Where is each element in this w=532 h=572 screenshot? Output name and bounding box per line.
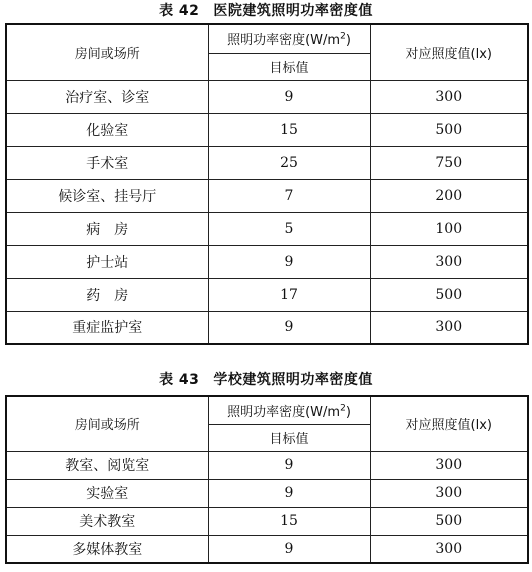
cell-lux: 300 [370,451,528,479]
table-42-caption [0,2,532,20]
cell-room: 治疗室、诊室 [6,80,208,113]
cell-room: 化验室 [6,113,208,146]
header-lpd [208,24,370,53]
header-lpd [208,396,370,424]
header-illuminance: 对应照度值(lx) [370,396,528,451]
table-43 [5,395,529,564]
table-row [6,113,528,146]
header-lpd-sup: 2 [340,403,346,414]
table-row [6,245,528,278]
table-43-number: 表 43 [159,372,200,388]
table-row [6,80,528,113]
cell-target: 9 [208,80,370,113]
cell-target: 15 [208,113,370,146]
cell-target: 7 [208,179,370,212]
cell-room: 重症监护室 [6,311,208,344]
header-lpd-suffix: ) [345,33,351,49]
table-43-header-row-1 [6,396,528,424]
header-lpd-sup: 2 [340,31,346,42]
cell-lux: 300 [370,311,528,344]
header-lpd-suffix: ) [345,404,351,420]
table-row [6,479,528,507]
cell-room: 药 房 [6,278,208,311]
cell-target: 9 [208,311,370,344]
table-row [6,212,528,245]
cell-lux: 750 [370,146,528,179]
table-row [6,535,528,563]
cell-lux: 300 [370,479,528,507]
header-target: 目标值 [208,424,370,451]
table-42-header-row-1 [6,24,528,53]
cell-lux: 500 [370,113,528,146]
table-row [6,278,528,311]
cell-room: 手术室 [6,146,208,179]
header-illuminance: 对应照度值(lx) [370,24,528,80]
cell-target: 9 [208,245,370,278]
cell-room: 教室、阅览室 [6,451,208,479]
cell-room: 多媒体教室 [6,535,208,563]
cell-target: 9 [208,535,370,563]
cell-lux: 100 [370,212,528,245]
cell-room: 美术教室 [6,507,208,535]
table-row [6,311,528,344]
table-row [6,507,528,535]
cell-target: 25 [208,146,370,179]
table-43-title: 学校建筑照明功率密度值 [213,372,373,388]
table-row [6,451,528,479]
header-lpd-prefix: 照明功率密度(W/m [227,33,341,49]
cell-target: 17 [208,278,370,311]
header-lpd-prefix: 照明功率密度(W/m [227,404,341,420]
table-42-number: 表 42 [159,3,200,19]
cell-lux: 300 [370,80,528,113]
cell-target: 15 [208,507,370,535]
cell-lux: 300 [370,245,528,278]
cell-room: 实验室 [6,479,208,507]
table-row [6,146,528,179]
header-target: 目标值 [208,53,370,80]
cell-target: 5 [208,212,370,245]
header-room: 房间或场所 [6,396,208,451]
cell-lux: 200 [370,179,528,212]
cell-lux: 500 [370,278,528,311]
cell-lux: 300 [370,535,528,563]
cell-room: 病 房 [6,212,208,245]
cell-lux: 500 [370,507,528,535]
table-43-caption [0,371,532,389]
table-42 [5,23,529,345]
cell-target: 9 [208,451,370,479]
table-row [6,179,528,212]
table-42-title: 医院建筑照明功率密度值 [213,3,373,19]
header-room: 房间或场所 [6,24,208,80]
cell-room: 候诊室、挂号厅 [6,179,208,212]
cell-target: 9 [208,479,370,507]
cell-room: 护士站 [6,245,208,278]
